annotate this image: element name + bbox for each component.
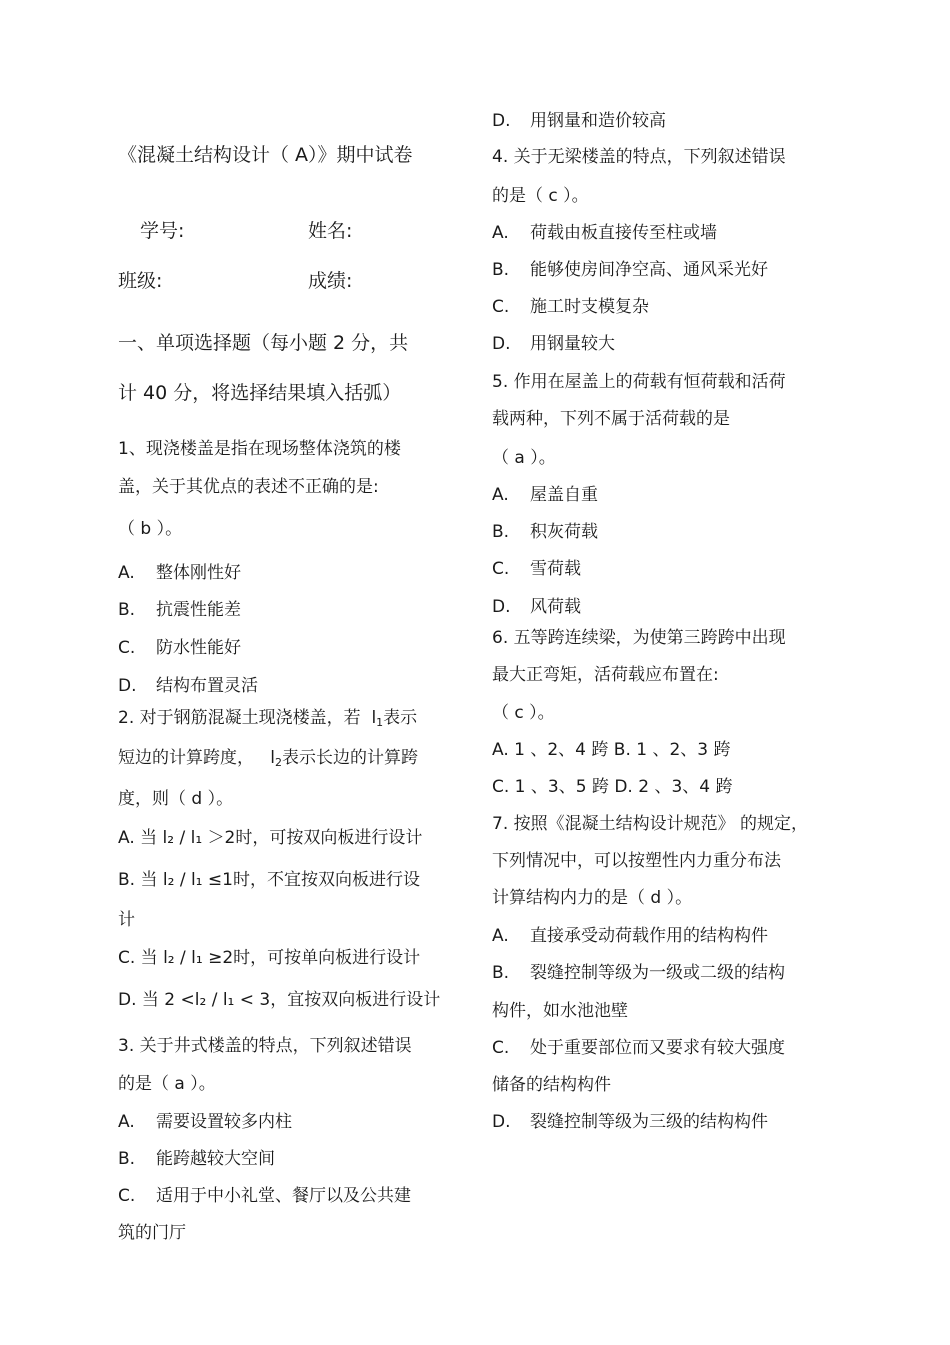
q4-text-line1: 4. 关于无梁楼盖的特点，下列叙述错误 — [492, 147, 786, 167]
option-key: A. — [118, 1112, 135, 1132]
option-text: 适用于中小礼堂、餐厅以及公共建 — [156, 1186, 411, 1206]
option-text: 雪荷载 — [530, 559, 581, 579]
option-text: 处于重要部位而又要求有较大强度 — [530, 1038, 785, 1058]
option-key: A. — [492, 926, 509, 946]
student-id-label: 学号: — [140, 220, 185, 242]
q7-text-line2: 下列情况中，可以按塑性内力重分布法 — [492, 851, 781, 871]
option-key: C. — [492, 1038, 510, 1058]
q6-options-ab: A. 1 、2、4 跨 B. 1 、2、3 跨 — [492, 740, 731, 760]
q7-option-a — [492, 925, 768, 947]
q7-text-line1: 7. 按照《混凝土结构设计规范》 的规定， — [492, 814, 809, 834]
option-key: A. — [492, 223, 509, 243]
option-text: 裂缝控制等级为一级或二级的结构 — [530, 963, 785, 983]
option-text: 屋盖自重 — [530, 485, 598, 505]
q4-option-a — [492, 222, 717, 244]
q2-option-a: A. 当 l₂ / l₁ ＞2时，可按双向板进行设计 — [118, 828, 423, 848]
q1-option-d — [118, 675, 258, 697]
q6-text-line1: 6. 五等跨连续梁，为使第三跨跨中出现 — [492, 628, 786, 648]
q4-option-c — [492, 296, 649, 318]
option-text: 裂缝控制等级为三级的结构构件 — [530, 1112, 768, 1132]
q5-option-d — [492, 596, 581, 618]
section-heading-line2: 计 40 分，将选择结果填入括弧） — [118, 382, 402, 404]
option-key: D. — [492, 1112, 511, 1132]
q2-line1-symbol: l — [371, 708, 377, 728]
q2-line2-part-a: 短边的计算跨度， — [118, 748, 254, 768]
q6-options-cd: C. 1 、3、5 跨 D. 2 、3、4 跨 — [492, 777, 733, 797]
q3-text-line2: 的是（ a ）。 — [118, 1074, 216, 1094]
q1-option-b — [118, 599, 241, 621]
option-text: 能够使房间净空高、通风采光好 — [530, 260, 768, 280]
q5-text-line1: 5. 作用在屋盖上的荷载有恒荷载和活荷 — [492, 372, 786, 392]
option-text: 抗震性能差 — [156, 600, 241, 620]
option-key: A. — [492, 485, 509, 505]
q2-text-line2: 短边的计算跨度， $l_2$表示长边的计算跨 — [118, 748, 418, 769]
class-label: 班级: — [118, 270, 163, 292]
q2-line2-symbol: l — [270, 748, 275, 768]
option-key: D. — [492, 597, 511, 617]
q3-option-c-line2: 筑的门厅 — [118, 1223, 186, 1243]
option-key: D. — [492, 334, 511, 354]
q2-answer: 度，则（ d ）。 — [118, 789, 234, 809]
q7-option-b-line1 — [492, 962, 785, 984]
option-key: D. — [492, 111, 511, 131]
q2-text-line1: 2. 对于钢筋混凝土现浇楼盖，若 $l_1$表示 — [118, 708, 418, 729]
q3-text-line1: 3. 关于井式楼盖的特点，下列叙述错误 — [118, 1036, 412, 1056]
option-key: A. — [118, 563, 135, 583]
q2-option-c: C. 当 l₂ / l₁ ≥2时，可按单向板进行设计 — [118, 948, 421, 968]
q2-line2-part-c: 表示长边的计算跨 — [281, 748, 418, 768]
option-key: B. — [118, 1149, 136, 1169]
q4-option-d — [492, 333, 615, 355]
q3-option-c-line1 — [118, 1185, 411, 1207]
option-key: C. — [118, 638, 136, 658]
q1-option-c — [118, 637, 241, 659]
option-text: 防水性能好 — [156, 638, 241, 658]
q1-text-line1: 1、现浇楼盖是指在现场整体浇筑的楼 — [118, 439, 401, 459]
option-text: 用钢量和造价较高 — [530, 111, 666, 131]
q2-line1-part-a: 2. 对于钢筋混凝土现浇楼盖，若 — [118, 708, 361, 728]
score-label: 成绩: — [308, 270, 353, 292]
q6-answer: （ c ）。 — [492, 703, 555, 723]
q2-option-d: D. 当 2 <l₂ / l₁ < 3，宜按双向板进行设计 — [118, 990, 441, 1010]
option-text: 能跨越较大空间 — [156, 1149, 275, 1169]
q5-option-a — [492, 484, 598, 506]
option-text: 整体刚性好 — [156, 563, 241, 583]
q5-text-line2: 载两种，下列不属于活荷载的是 — [492, 409, 730, 429]
q3-option-b — [118, 1148, 275, 1170]
q2-option-b-line1: B. 当 l₂ / l₁ ≤1时，不宜按双向板进行设 — [118, 870, 420, 890]
option-key: B. — [118, 600, 136, 620]
option-text: 荷载由板直接传至柱或墙 — [530, 223, 717, 243]
option-text: 结构布置灵活 — [156, 676, 258, 696]
name-label: 姓名: — [308, 220, 353, 242]
q2-line1-part-c: 表示 — [383, 708, 418, 728]
option-key: C. — [492, 559, 510, 579]
option-key: D. — [118, 676, 137, 696]
option-text: 需要设置较多内柱 — [156, 1112, 292, 1132]
q5-option-c — [492, 558, 581, 580]
q3-option-d — [492, 110, 666, 132]
q7-text-line3: 计算结构内力的是（ d ）。 — [492, 888, 693, 908]
option-key: B. — [492, 260, 510, 280]
q7-option-c-line2: 储备的结构构件 — [492, 1075, 611, 1095]
q2-option-b-line2: 计 — [118, 910, 135, 930]
q1-text-line2: 盖，关于其优点的表述不正确的是: — [118, 477, 379, 497]
option-text: 用钢量较大 — [530, 334, 615, 354]
q6-text-line2: 最大正弯矩，活荷载应布置在: — [492, 665, 719, 685]
q7-option-b-line2: 构件，如水池池壁 — [492, 1001, 628, 1021]
option-key: B. — [492, 963, 510, 983]
option-text: 施工时支模复杂 — [530, 297, 649, 317]
option-text: 积灰荷载 — [530, 522, 598, 542]
q7-option-d — [492, 1111, 768, 1133]
q7-option-c-line1 — [492, 1037, 785, 1059]
option-key: C. — [492, 297, 510, 317]
option-text: 直接承受动荷载作用的结构构件 — [530, 926, 768, 946]
q3-option-a — [118, 1111, 292, 1133]
q4-option-b — [492, 259, 768, 281]
option-key: C. — [118, 1186, 136, 1206]
option-text: 风荷载 — [530, 597, 581, 617]
option-key: B. — [492, 522, 510, 542]
q4-text-line2: 的是（ c ）。 — [492, 186, 589, 206]
q1-answer: （ b ）。 — [118, 519, 183, 539]
q5-answer: （ a ）。 — [492, 448, 556, 468]
q1-option-a — [118, 562, 241, 584]
exam-title: 《混凝土结构设计（ A）》期中试卷 — [118, 144, 413, 166]
q5-option-b — [492, 521, 598, 543]
section-heading-line1: 一、单项选择题（每小题 2 分，共 — [118, 332, 409, 354]
